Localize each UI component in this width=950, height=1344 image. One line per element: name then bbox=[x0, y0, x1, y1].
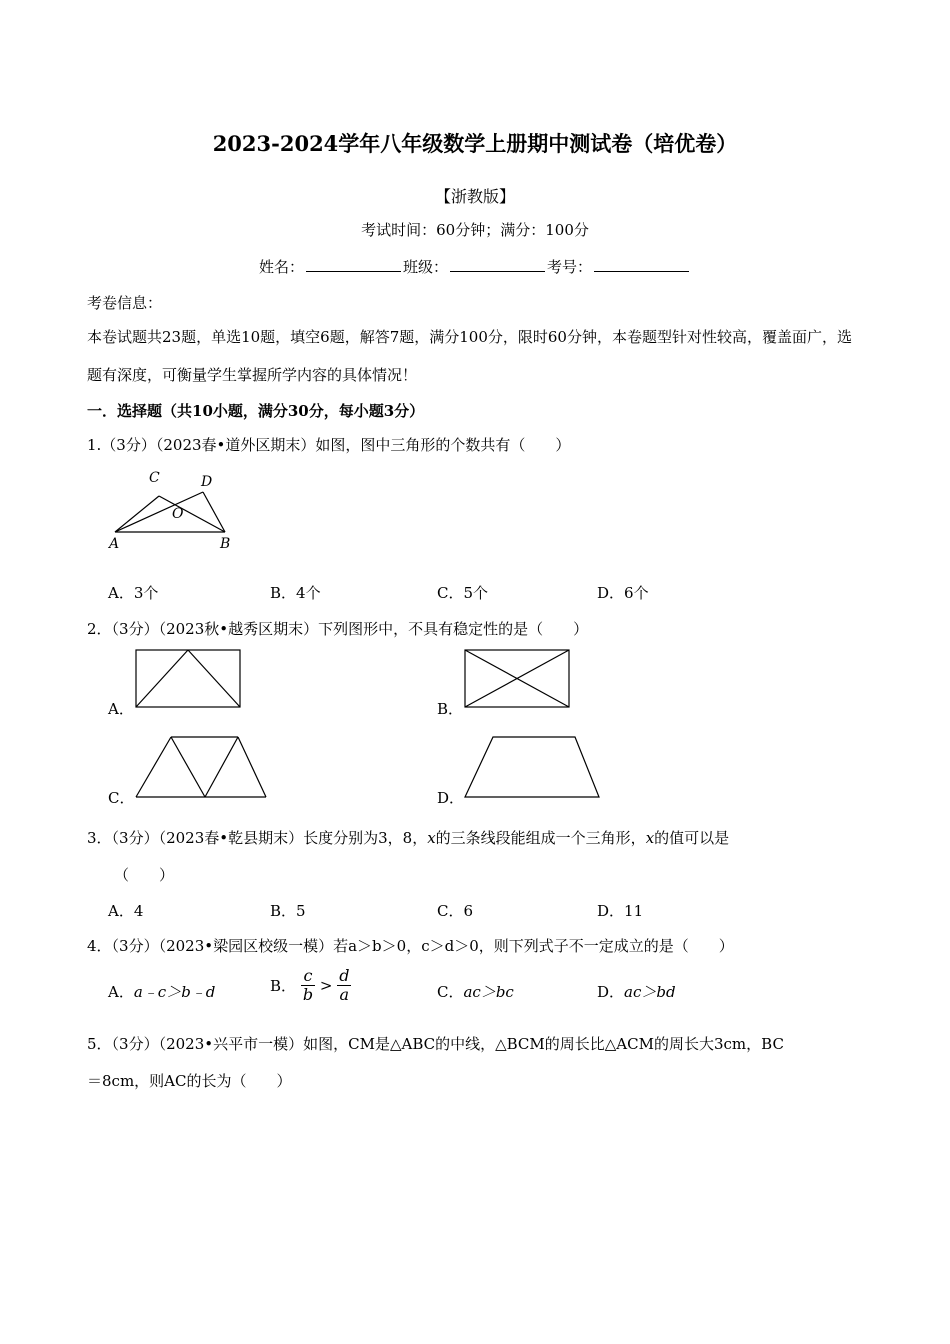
q1-label-d: D bbox=[201, 474, 213, 490]
q2-figure-d bbox=[463, 734, 601, 800]
q4-option-d-label: D． bbox=[597, 983, 625, 1001]
q2-figure-b bbox=[463, 648, 573, 710]
info-heading: 考卷信息： bbox=[87, 294, 163, 312]
q4-option-c[interactable] bbox=[437, 981, 514, 1002]
q4-option-a-label: A． bbox=[108, 983, 134, 1001]
q3-stem-mid: 的三条线段能组成一个三角形， bbox=[435, 829, 646, 847]
q4-stem: 4．（3分）（2023•梁园区校级一模）若a＞b＞0，c＞d＞0，则下列式子不一定成立的是（ ） bbox=[87, 937, 734, 955]
name-label: 姓名： bbox=[258, 258, 304, 276]
q4-option-c-label: C． bbox=[437, 983, 464, 1001]
q1-option-d[interactable]: D．6个 bbox=[597, 584, 649, 602]
q3-stem-line2: （ ） bbox=[114, 866, 175, 884]
q4-option-a-expr: a﹣c＞b﹣d bbox=[133, 983, 216, 1001]
q4-option-d-expr: ac＞bd bbox=[624, 983, 676, 1001]
page-title: 2023-2024学年八年级数学上册期中测试卷（培优卷） bbox=[212, 131, 738, 156]
q1-label-b: B bbox=[220, 536, 231, 552]
q4-option-b-gt: > bbox=[319, 976, 333, 995]
q5-stem-line2: ＝8cm，则AC的长为（ ） bbox=[87, 1072, 292, 1090]
q3-var-x-2: x bbox=[645, 829, 655, 847]
class-blank[interactable] bbox=[450, 257, 545, 272]
section-heading: 一．选择题（共10小题，满分30分，每小题3分） bbox=[87, 402, 425, 420]
q1-option-a[interactable]: A．3个 bbox=[108, 584, 159, 602]
q3-option-b[interactable]: B．5 bbox=[270, 902, 306, 920]
q2-option-d[interactable]: D． bbox=[437, 789, 465, 807]
q2-option-c[interactable]: C． bbox=[108, 789, 135, 807]
q3-var-x: x bbox=[427, 829, 436, 847]
q3-stem bbox=[87, 827, 729, 848]
info-body: 本卷试题共23题，单选10题，填空6题，解答7题，满分100分，限时60分钟，本卷题型针对性较高，覆盖面广，选题有深度，可衡量学生掌握所学内容的具体情况！ bbox=[87, 328, 852, 384]
q2-option-a[interactable]: A． bbox=[108, 700, 134, 718]
q4-option-b-frac1: $\frac{c}{b}$ bbox=[302, 966, 314, 1004]
name-blank[interactable] bbox=[306, 257, 401, 272]
q1-label-a: A bbox=[109, 536, 120, 552]
edition-label: 【浙教版】 bbox=[434, 187, 515, 206]
q4-option-c-expr: ac＞bc bbox=[463, 983, 514, 1001]
student-info-line bbox=[0, 256, 950, 277]
q2-option-b[interactable]: B． bbox=[437, 700, 464, 718]
q3-option-a[interactable]: A．4 bbox=[108, 902, 144, 920]
q3-stem-prefix: 3．（3分）（2023春•乾县期末）长度分别为3，8， bbox=[87, 829, 428, 847]
q1-option-b[interactable]: B．4个 bbox=[270, 584, 321, 602]
q3-stem-suffix: 的值可以是 bbox=[654, 829, 730, 847]
q3-option-d[interactable]: D．11 bbox=[597, 902, 644, 920]
q4-option-a[interactable] bbox=[108, 981, 215, 1002]
id-blank[interactable] bbox=[594, 257, 689, 272]
q5-stem-line1: 5．（3分）（2023•兴平市一模）如图，CM是△ABC的中线，△BCM的周长比△ACM的周长大3cm，BC bbox=[87, 1035, 784, 1053]
q1-option-c[interactable]: C．5个 bbox=[437, 584, 489, 602]
q3-option-c[interactable]: C．6 bbox=[437, 902, 474, 920]
q2-figure-a bbox=[134, 648, 244, 710]
q1-label-o: O bbox=[172, 506, 184, 522]
q2-stem: 2．（3分）（2023秋•越秀区期末）下列图形中，不具有稳定性的是（ ） bbox=[87, 620, 589, 638]
id-label: 考号： bbox=[547, 258, 593, 276]
q4-option-b-frac2: $\frac{d}{a}$ bbox=[339, 966, 350, 1004]
q1-label-c: C bbox=[149, 470, 160, 486]
exam-time-info: 考试时间：60分钟；满分：100分 bbox=[361, 221, 589, 239]
q2-figure-c bbox=[134, 734, 270, 800]
q4-option-b-label: B． bbox=[270, 977, 297, 995]
q4-option-d[interactable] bbox=[597, 981, 676, 1002]
q1-figure bbox=[105, 464, 240, 552]
q4-option-b[interactable] bbox=[270, 967, 351, 1004]
q1-stem: 1.（3分）（2023春•道外区期末）如图，图中三角形的个数共有（ ） bbox=[87, 436, 571, 454]
class-label: 班级： bbox=[402, 258, 448, 276]
